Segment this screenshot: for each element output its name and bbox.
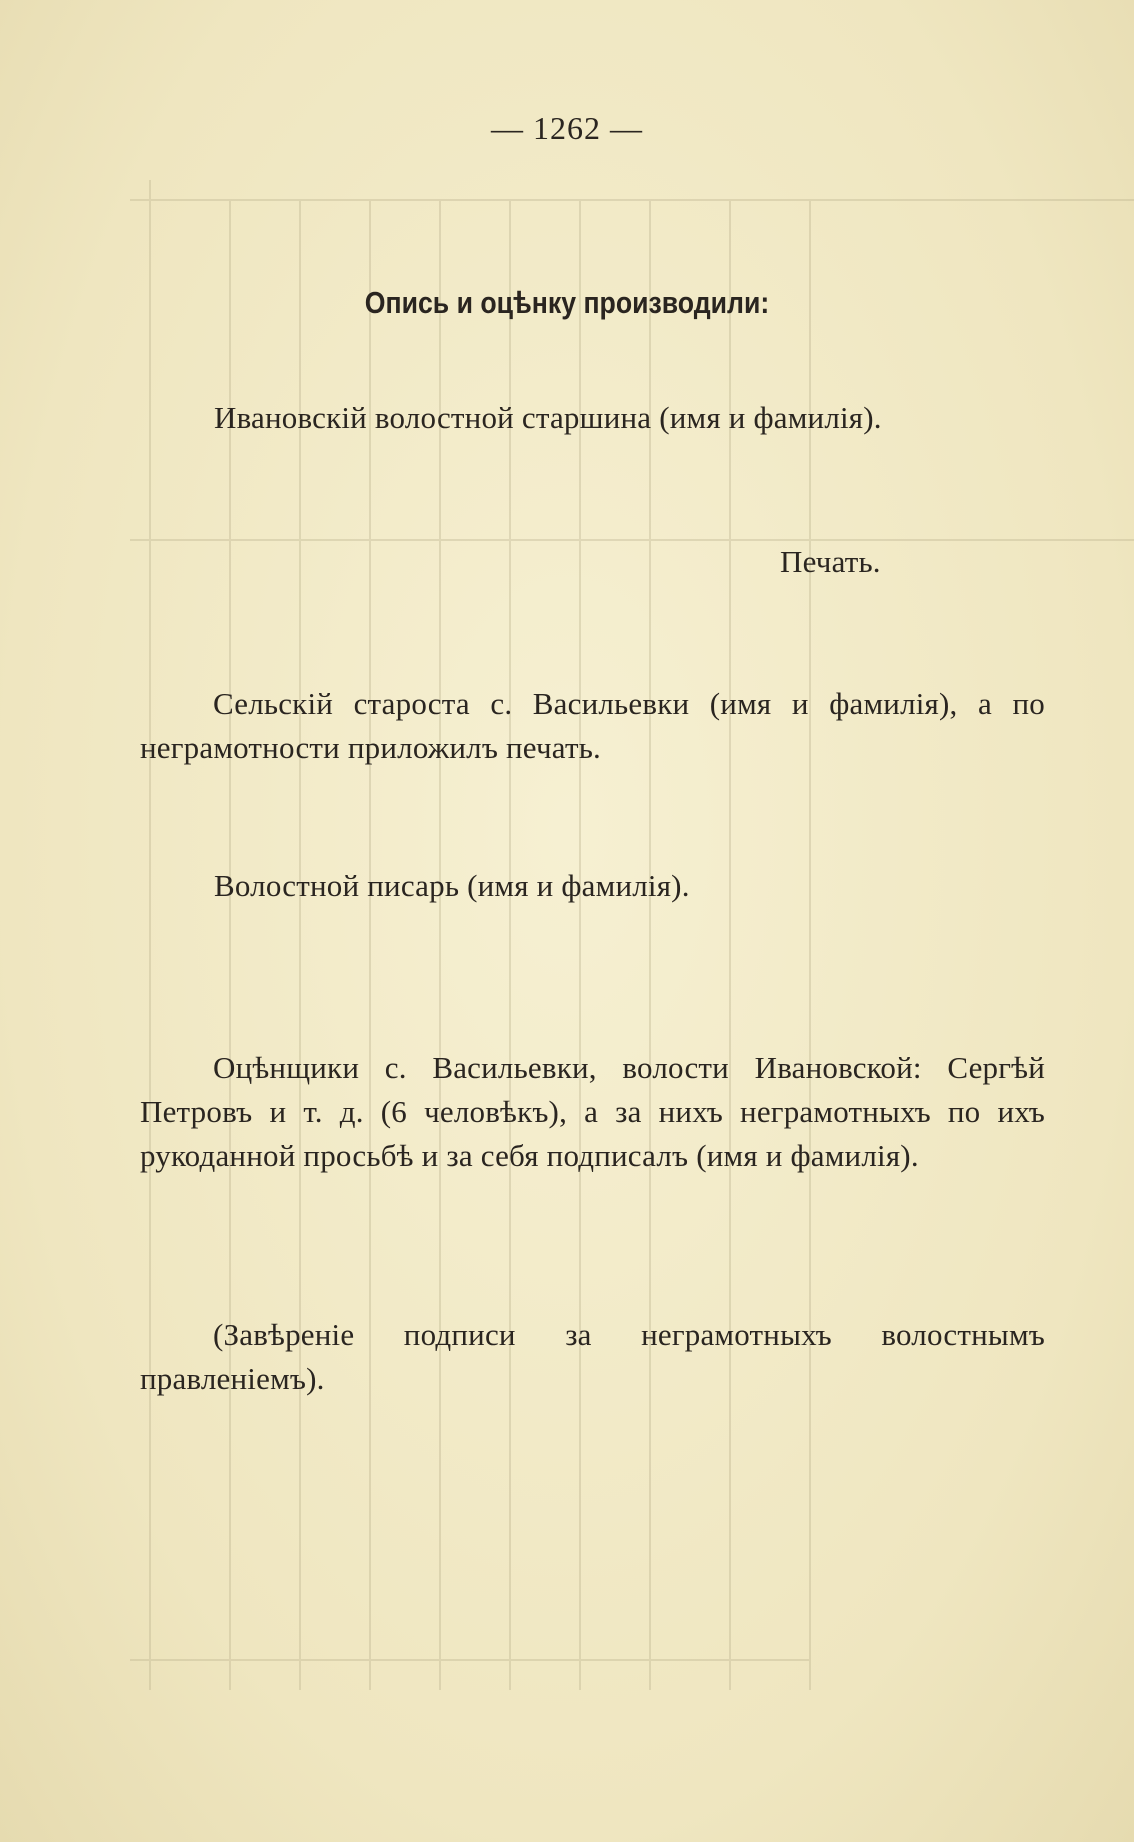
paragraph-starshina: Ивановскій волостной старшина (имя и фамилія). xyxy=(214,400,882,435)
paragraph-otsenshchiki: Оцѣнщики с. Васильевки, волости Ивановской: Сергѣй Петровъ и т. д. (6 человѣкъ), а за нихъ неграмотныхъ по ихъ рукоданной просьбѣ и за себя подписалъ (имя и фамилія). xyxy=(140,1050,1045,1173)
paragraph-zavereniye: (Завѣреніе подписи за неграмотныхъ волостнымъ правленіемъ). xyxy=(140,1317,1045,1396)
seal-label: Печать. xyxy=(780,544,881,579)
page-number: — 1262 — xyxy=(491,110,643,146)
paragraph-pisar: Волостной писарь (имя и фамилія). xyxy=(214,868,690,903)
section-heading: Опись и оцѣнку производили: xyxy=(364,285,770,320)
paragraph-starosta: Сельскій староста с. Васильевки (имя и фамилія), а по неграмотности приложилъ печать. xyxy=(140,686,1045,765)
